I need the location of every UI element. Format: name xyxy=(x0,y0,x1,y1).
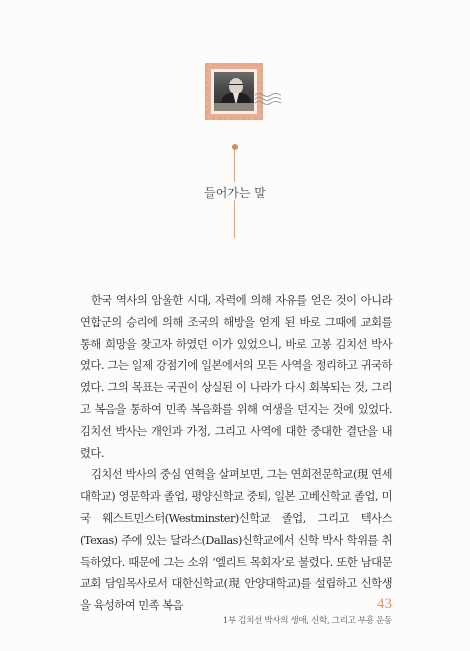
paragraph: 김치선 박사의 중심 연혁을 살펴보면, 그는 연희전문학교(現 연세대학교) 영문학과 졸업, 평양신학교 중퇴, 일본 고베신학교 졸업, 미국 웨스트민스터(Westminster)신학교 졸업, 그리고 텍사스(Texas) 주에 있는 달라스(Dallas)신학교에서 신학 박사 학위를 취득하였다. 때문에 그는 소위 ‘엘리트 목회자’로 불렸다. 또한 남대문교회 담임목사로서 대한신학교(現 안양대학교)를 설립하고 신학생을 육성하여 민족 복음 xyxy=(80,468,392,613)
ornament-dot xyxy=(232,144,238,150)
postmark-wave-icon xyxy=(255,92,281,106)
portrait-glasses xyxy=(229,84,243,88)
page-number: 43 xyxy=(377,596,392,612)
ornament-line-bottom xyxy=(234,200,235,238)
body-text xyxy=(80,290,392,617)
running-footer: 1부 김치선 박사의 생애, 신학, 그리고 부흥 운동 xyxy=(222,616,392,626)
ornament-line-top xyxy=(234,150,235,182)
stamp-frame xyxy=(211,69,257,114)
paragraph: 한국 역사의 암울한 시대, 자력에 의해 자유를 얻은 것이 아니라 연합군의 승리에 의해 조국의 해방을 얻게 된 바로 그때에 교회를 통해 희망을 찾고자 하였던 이가 있었으니, 바로 고봉 김치선 박사였다. 그는 일제 강점기에 일본에서의 모든 사역을 정리하고 귀국하였다. 그의 목표는 국권이 상실된 이 나라가 다시 회복되는 것, 그리고 복음을 통하여 민족 복음화를 위해 여생을 던지는 것에 있었다. 김치선 박사는 개인과 가정, 그리고 사역에 대한 중대한 결단을 내렸다. xyxy=(80,294,392,460)
section-title: 들어가는 말 xyxy=(204,186,266,200)
portrait-photo xyxy=(214,72,254,111)
portrait-desk xyxy=(214,103,254,111)
